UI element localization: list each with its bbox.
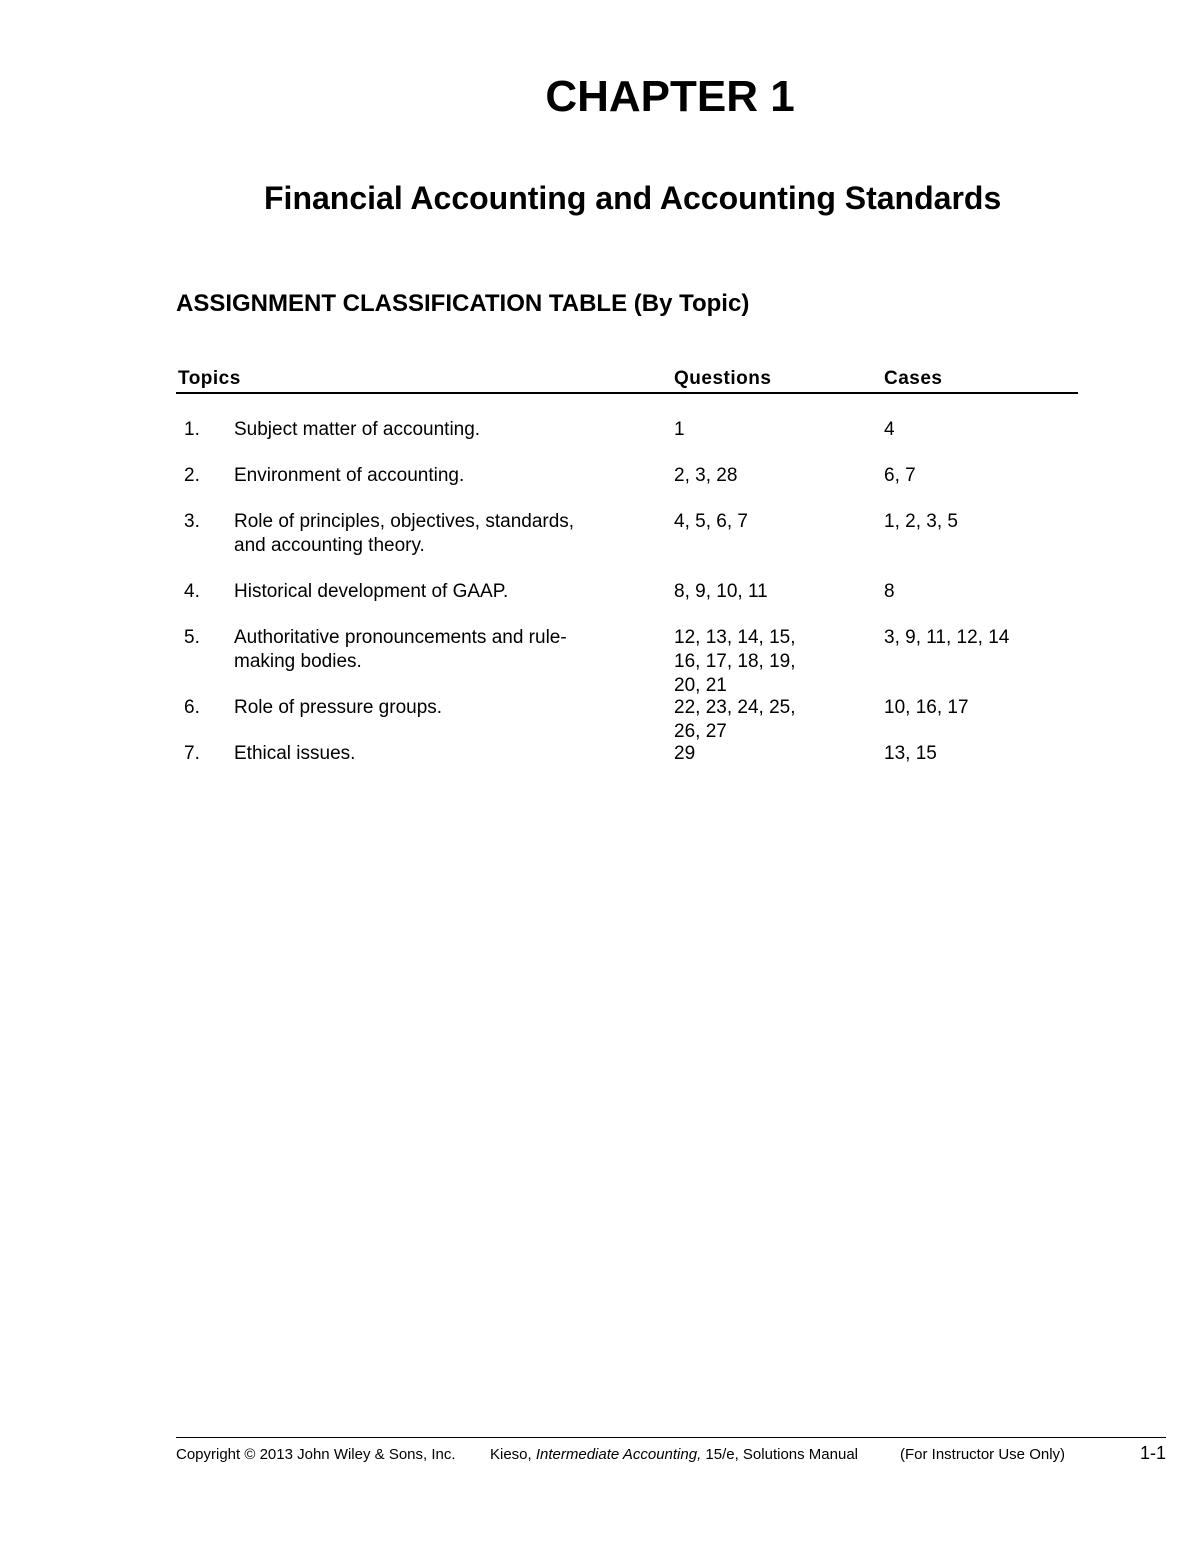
page-number: 1-1 [1139, 1443, 1166, 1463]
chapter-title: CHAPTER 1 [545, 72, 795, 121]
table-row [176, 464, 1078, 488]
row-number: 2. [184, 465, 200, 486]
row-topic: Subject matter of accounting. [234, 419, 481, 440]
assignment-classification-table [176, 368, 1078, 766]
row-number: 5. [184, 627, 200, 648]
row-questions: 22, 23, 24, 25, 26, 27 [674, 697, 796, 742]
footer-instructor-note: (For Instructor Use Only) [900, 1446, 1066, 1463]
section-heading: ASSIGNMENT CLASSIFICATION TABLE (By Topic) [176, 290, 750, 317]
row-topic: Role of pressure groups. [234, 697, 443, 718]
row-number: 4. [184, 581, 200, 602]
row-questions: 2, 3, 28 [674, 465, 738, 486]
row-topic: Ethical issues. [234, 743, 356, 764]
table-row [176, 696, 1078, 742]
row-questions: 4, 5, 6, 7 [674, 511, 748, 532]
row-topic: Role of principles, objectives, standards, and accounting theory. [234, 511, 575, 556]
table-header [176, 368, 1078, 394]
table-row [176, 626, 1078, 696]
footer-book-title: Intermediate Accounting, [535, 1446, 702, 1463]
page-footer [176, 1437, 1166, 1468]
row-cases: 6, 7 [884, 465, 916, 486]
row-cases: 8 [884, 581, 895, 602]
row-number: 1. [184, 419, 200, 440]
row-topic: Environment of accounting. [234, 465, 465, 486]
row-questions: 8, 9, 10, 11 [674, 581, 768, 602]
footer-copyright: Copyright © 2013 John Wiley & Sons, Inc. [176, 1446, 456, 1463]
table-body [176, 418, 1078, 766]
row-questions: 29 [674, 743, 696, 764]
table-row [176, 510, 1078, 558]
header-questions: Questions [674, 368, 772, 389]
row-number: 3. [184, 511, 200, 532]
row-cases: 13, 15 [884, 743, 937, 764]
table-row [176, 580, 1078, 604]
header-cases: Cases [884, 368, 943, 389]
row-number: 6. [184, 697, 200, 718]
row-cases: 10, 16, 17 [884, 697, 969, 718]
row-cases: 1, 2, 3, 5 [884, 511, 958, 532]
row-questions: 1 [674, 419, 685, 440]
footer-book-author: Kieso, [490, 1446, 536, 1463]
footer-book-edition: 15/e, Solutions Manual [701, 1446, 859, 1463]
header-topics: Topics [178, 368, 241, 389]
row-number: 7. [184, 743, 200, 764]
row-questions: 12, 13, 14, 15, 16, 17, 18, 19, 20, 21 [674, 627, 796, 696]
chapter-subtitle: Financial Accounting and Accounting Standards [264, 180, 1002, 216]
row-topic: Authoritative pronouncements and rule- making bodies. [234, 627, 567, 672]
table-row [176, 418, 1078, 442]
row-cases: 4 [884, 419, 895, 440]
row-cases: 3, 9, 11, 12, 14 [884, 627, 1010, 648]
footer-book-reference [490, 1446, 858, 1463]
row-topic: Historical development of GAAP. [234, 581, 509, 602]
table-row [176, 742, 1078, 766]
